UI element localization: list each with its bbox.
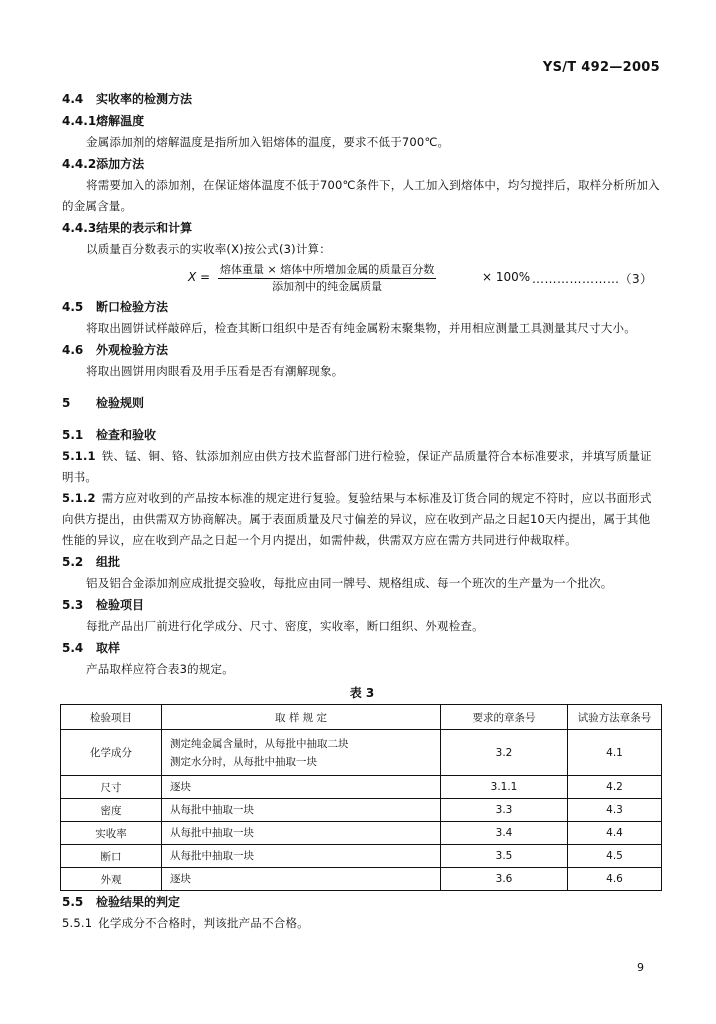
section-4-4-2-text: 将需要加入的添加剂，在保证熔体温度不低于700℃条件下，人工加入到熔体中，均匀搅拌后，取样分析所加入的金属含量。 bbox=[62, 178, 660, 213]
document-body bbox=[62, 88, 662, 934]
section-5-4-heading: 5.4 取样 bbox=[62, 641, 121, 655]
cell-item: 外观 bbox=[61, 868, 162, 891]
formula-times: × 100% bbox=[482, 270, 531, 284]
formula-number: …………………（3） bbox=[532, 272, 653, 286]
cell-sampling bbox=[162, 730, 441, 776]
section-4-4-1-heading: 4.4.1熔解温度 bbox=[62, 114, 145, 128]
cell-method: 4.2 bbox=[568, 776, 662, 799]
formula-numerator: 熔体重量 × 熔体中所增加金属的质量百分数 bbox=[218, 262, 436, 279]
formula-fraction bbox=[218, 262, 436, 295]
cell-item: 实收率 bbox=[61, 822, 162, 845]
cell-sampling-line: 测定水分时，从每批中抽取一块 bbox=[170, 755, 317, 768]
cell-clause: 3.3 bbox=[441, 799, 568, 822]
cell-clause: 3.1.1 bbox=[441, 776, 568, 799]
table-row bbox=[61, 868, 662, 891]
section-4-4-heading: 4.4 实收率的检测方法 bbox=[62, 92, 193, 106]
cell-clause: 3.2 bbox=[441, 730, 568, 776]
cell-item: 化学成分 bbox=[61, 730, 162, 776]
cell-sampling: 从每批中抽取一块 bbox=[162, 799, 441, 822]
section-5-2-text: 铝及铝合金添加剂应成批提交验收，每批应由同一牌号、规格组成、每一个班次的生产量为一个批次。 bbox=[86, 576, 613, 590]
section-5-4-text: 产品取样应符合表3的规定。 bbox=[86, 662, 234, 676]
section-5-3-text: 每批产品出厂前进行化学成分、尺寸、密度，实收率，断口组织、外观检查。 bbox=[86, 619, 484, 633]
section-5-5-heading: 5.5 检验结果的判定 bbox=[62, 895, 181, 909]
col-header-clause: 要求的章条号 bbox=[441, 705, 568, 730]
table-row bbox=[61, 799, 662, 822]
cell-clause: 3.4 bbox=[441, 822, 568, 845]
cell-method: 4.3 bbox=[568, 799, 662, 822]
section-4-6-text: 将取出圆饼用肉眼看及用手压看是否有潮解现象。 bbox=[86, 364, 344, 378]
section-4-5-text: 将取出圆饼试样敲碎后，检查其断口组织中是否有纯金属粉末聚集物，并用相应测量工具测量其尺寸大小。 bbox=[86, 321, 636, 335]
cell-sampling: 从每批中抽取一块 bbox=[162, 845, 441, 868]
table-row bbox=[61, 845, 662, 868]
cell-sampling: 逐块 bbox=[162, 868, 441, 891]
col-header-item: 检验项目 bbox=[61, 705, 162, 730]
section-4-4-3-heading: 4.4.3结果的表示和计算 bbox=[62, 221, 193, 235]
cell-sampling: 逐块 bbox=[162, 776, 441, 799]
section-5-1-heading: 5.1 检查和验收 bbox=[62, 428, 157, 442]
col-header-sampling: 取 样 规 定 bbox=[162, 705, 441, 730]
table-header-row bbox=[61, 705, 662, 730]
cell-sampling: 从每批中抽取一块 bbox=[162, 822, 441, 845]
table-3-caption: 表 3 bbox=[349, 686, 375, 700]
section-5-2-heading: 5.2 组批 bbox=[62, 555, 121, 569]
section-4-5-heading: 4.5 断口检验方法 bbox=[62, 300, 169, 314]
cell-item: 断口 bbox=[61, 845, 162, 868]
cell-method: 4.5 bbox=[568, 845, 662, 868]
section-4-4-3-text: 以质量百分数表示的实收率(X)按公式(3)计算： bbox=[86, 242, 331, 256]
cell-item: 尺寸 bbox=[61, 776, 162, 799]
section-4-4-2-heading: 4.4.2添加方法 bbox=[62, 157, 145, 171]
yield-formula bbox=[62, 262, 662, 296]
section-4-4-1-text: 金属添加剂的熔解温度是指所加入铝熔体的温度，要求不低于700℃。 bbox=[86, 135, 450, 149]
formula-lhs: X bbox=[188, 270, 197, 284]
standard-number: YS/T 492—2005 bbox=[542, 60, 660, 75]
cell-clause: 3.5 bbox=[441, 845, 568, 868]
cell-sampling-line: 测定纯金属含量时，从每批中抽取二块 bbox=[170, 737, 349, 750]
section-5-heading: 5 检验规则 bbox=[62, 396, 145, 410]
table-row bbox=[61, 776, 662, 799]
cell-item: 密度 bbox=[61, 799, 162, 822]
formula-equals: = bbox=[200, 270, 211, 284]
section-5-5-1-text: 5.5.1 化学成分不合格时，判该批产品不合格。 bbox=[62, 916, 309, 930]
cell-method: 4.6 bbox=[568, 868, 662, 891]
col-header-method: 试验方法章条号 bbox=[568, 705, 662, 730]
table-row bbox=[61, 730, 662, 776]
sampling-table bbox=[60, 704, 662, 891]
cell-method: 4.4 bbox=[568, 822, 662, 845]
page-number: 9 bbox=[637, 961, 644, 974]
section-4-6-heading: 4.6 外观检验方法 bbox=[62, 343, 169, 357]
table-row bbox=[61, 822, 662, 845]
section-5-1-2-text: 5.1.2 需方应对收到的产品按本标准的规定进行复验。复验结果与本标准及订货合同的规定不符时，应以书面形式向供方提出，由供需双方协商解决。属于表面质量及尺寸偏差的异议，应在收到产品之日起10天内提出，属于其他性能的异议，应在收到产品之日起一个月内提出，如需仲裁，供需双方应在需方共同进行仲裁取样。 bbox=[62, 491, 652, 547]
section-5-1-1-text: 5.1.1 铁、锰、铜、铬、钛添加剂应由供方技术监督部门进行检验，保证产品质量符合本标准要求，并填写质量证明书。 bbox=[62, 449, 652, 484]
cell-clause: 3.6 bbox=[441, 868, 568, 891]
formula-denominator: 添加剂中的纯金属质量 bbox=[272, 280, 383, 293]
section-5-3-heading: 5.3 检验项目 bbox=[62, 598, 145, 612]
cell-method: 4.1 bbox=[568, 730, 662, 776]
